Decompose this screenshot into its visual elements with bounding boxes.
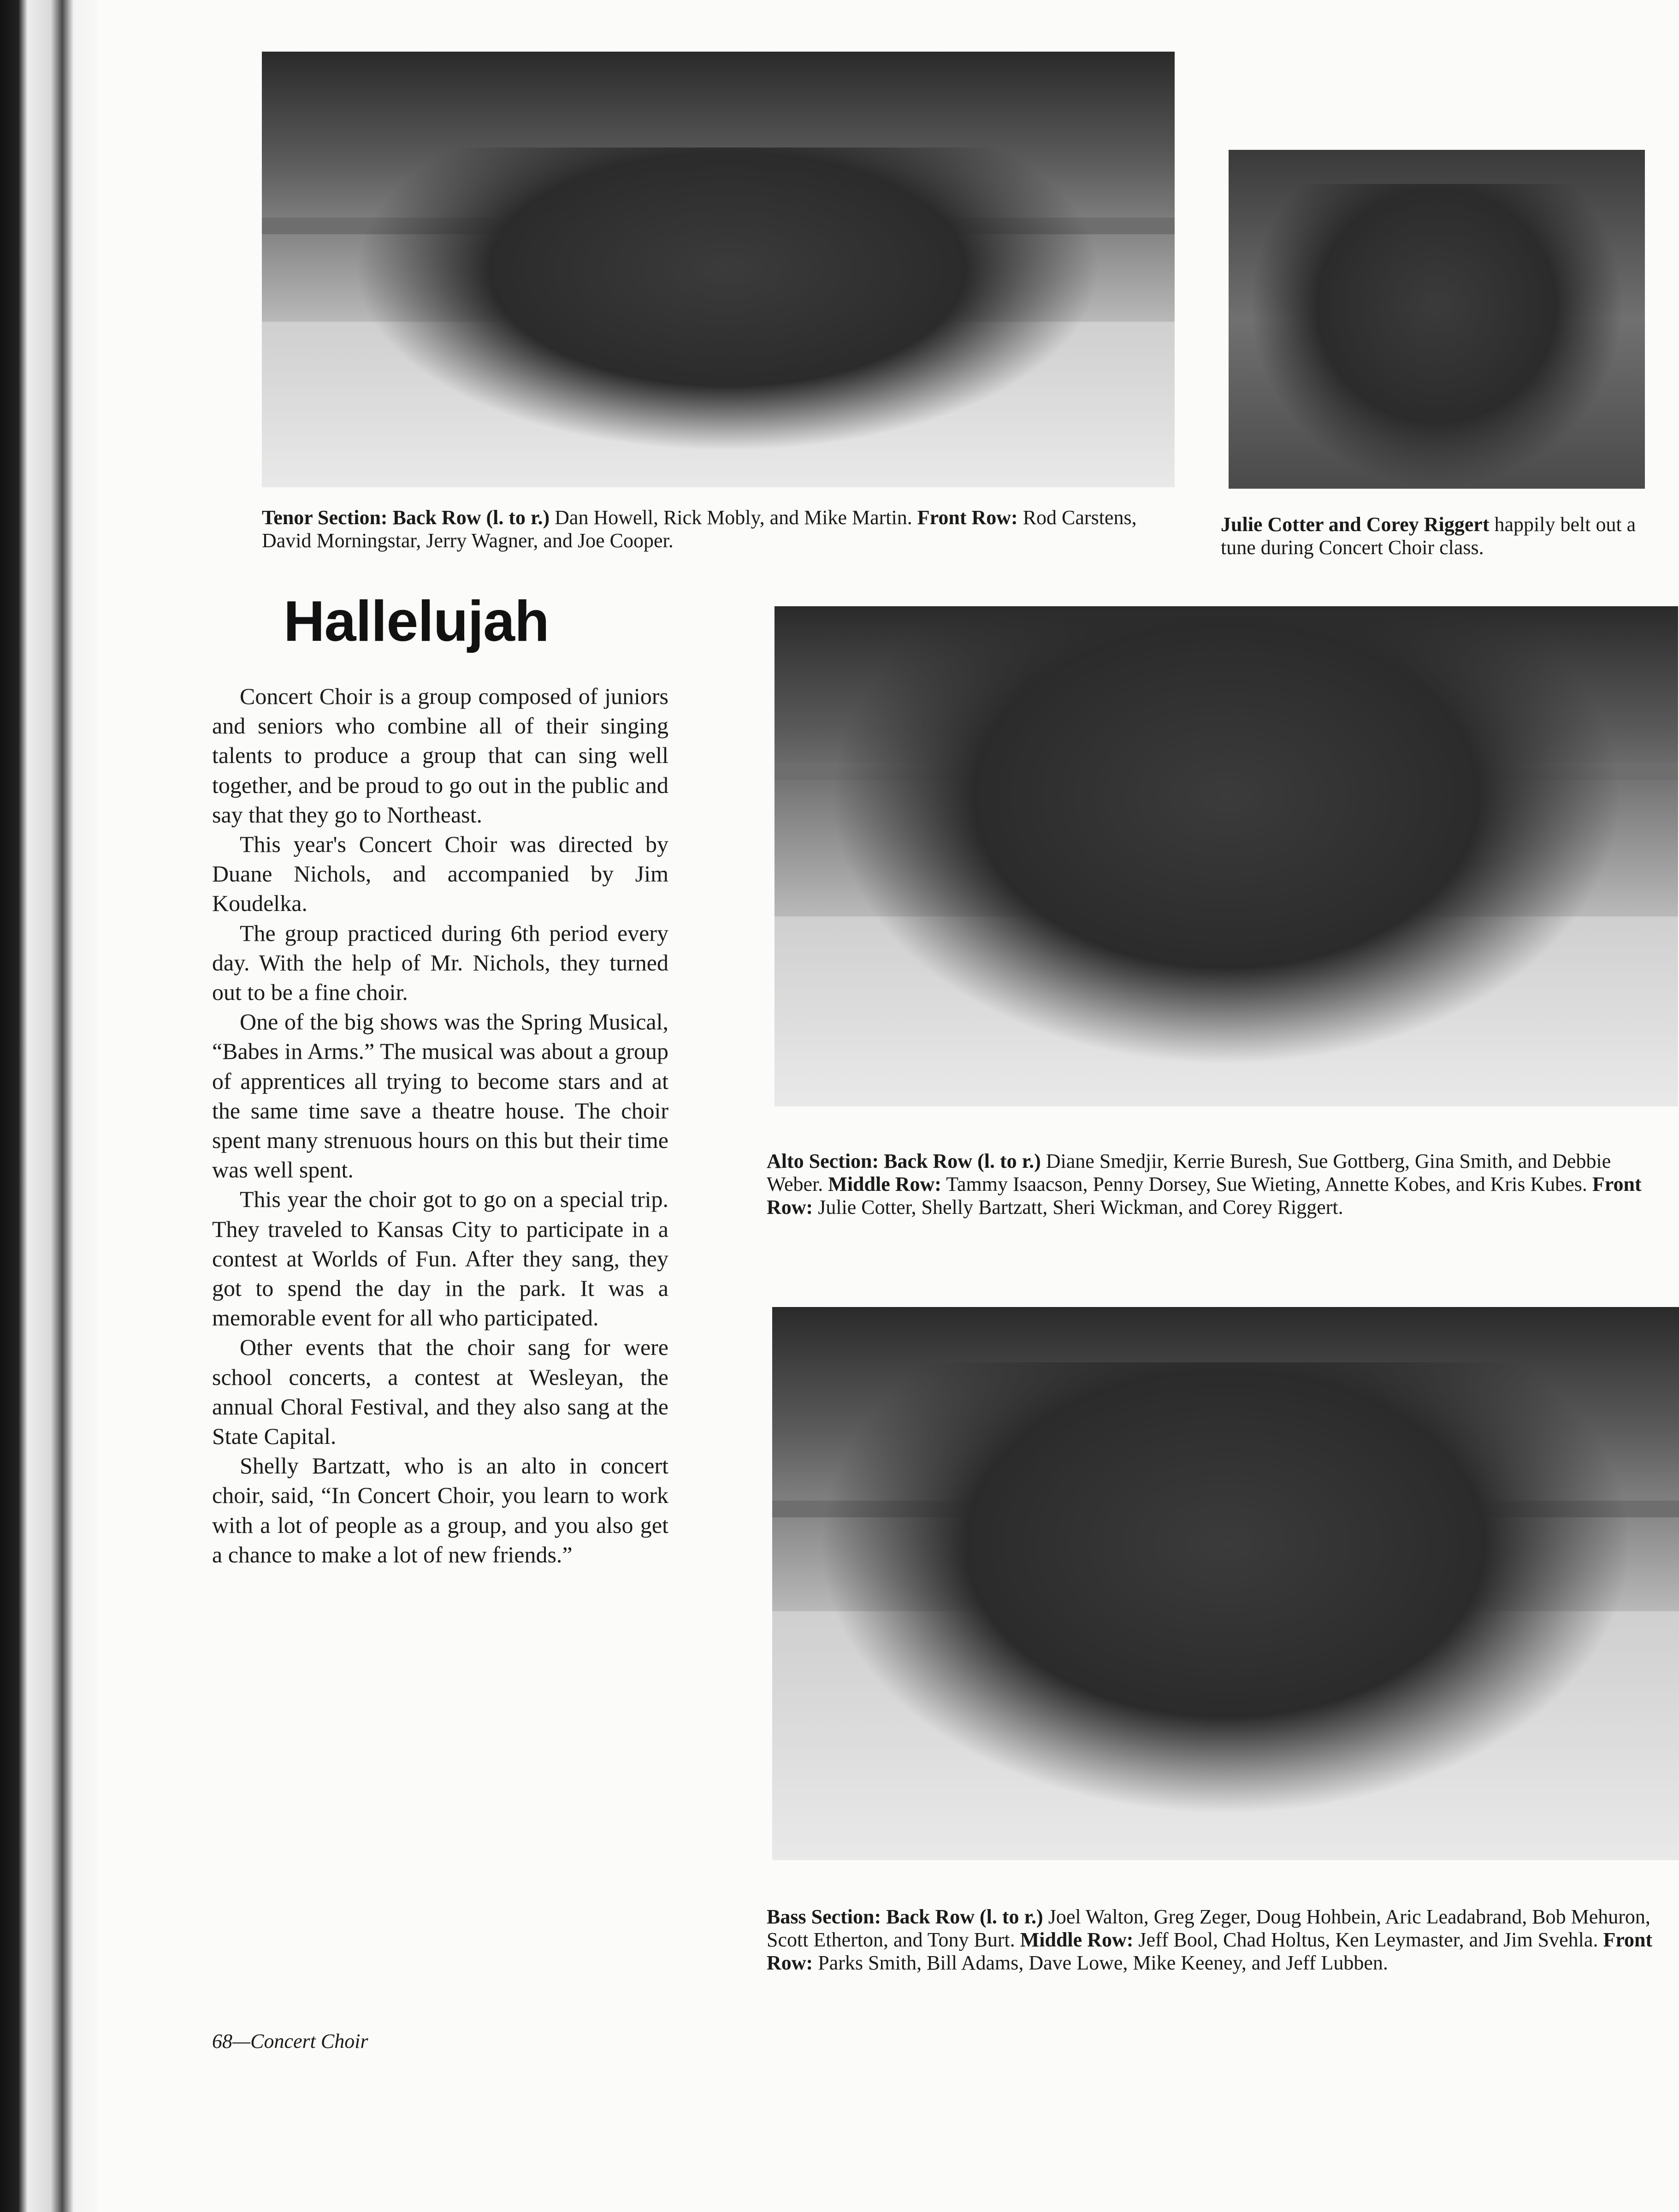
tenor-caption-front-row: Rod Carstens, David Morningstar, Jerry Wagner, and Joe Cooper.	[262, 506, 1137, 552]
alto-caption-front-label: Front Row:	[767, 1173, 1642, 1218]
page-folio: 68—Concert Choir	[212, 2030, 368, 2052]
tenor-section-photo	[262, 52, 1175, 487]
bass-caption-front-row: Parks Smith, Bill Adams, Dave Lowe, Mike Keeney, and Jeff Lubben.	[818, 1952, 1388, 1974]
alto-caption-lead: Alto Section: Back Row (l. to r.)	[767, 1150, 1041, 1172]
bass-caption	[767, 1905, 1670, 1975]
page-binding-edge	[0, 0, 97, 2212]
alto-caption-back-row: Diane Smedjir, Kerrie Buresh, Sue Gottberg, Gina Smith, and Debbie Weber.	[767, 1150, 1611, 1195]
story-paragraph: Concert Choir is a group composed of juniors and seniors who combine all of their singing talents to produce a group that can sing well together, and be proud to go out in the public and say that they go to Northeast.	[212, 683, 668, 828]
story-paragraph: Shelly Bartzatt, who is an alto in concert choir, said, “In Concert Choir, you learn to work with a lot of people as a group, and you also get a chance to make a lot of new friends.”	[212, 1453, 668, 1567]
alto-caption	[767, 1150, 1670, 1219]
story-paragraph: Other events that the choir sang for were school concerts, a contest at Wesleyan, the annual Choral Festival, and they also sang at the State Capital.	[212, 1334, 668, 1449]
story-paragraph: This year's Concert Choir was directed by Duane Nichols, and accompanied by Jim Koudelka.	[212, 831, 668, 917]
tenor-caption-lead: Tenor Section: Back Row (l. to r.)	[262, 506, 550, 529]
bass-caption-front-label: Front Row:	[767, 1928, 1653, 1974]
tenor-caption-back-row: Dan Howell, Rick Mobly, and Mike Martin.	[555, 506, 912, 529]
story-headline: Hallelujah	[284, 590, 549, 653]
tenor-caption-front-label: Front Row:	[917, 506, 1018, 529]
alto-section-photo	[774, 606, 1678, 1106]
story-paragraph: One of the big shows was the Spring Musical, “Babes in Arms.” The musical was about a group of apprentices all trying to become stars and at the same time save a theatre house. The choir spent many strenuous hours on this but their time was well spent.	[212, 1009, 668, 1183]
bass-caption-lead: Bass Section: Back Row (l. to r.)	[767, 1905, 1043, 1928]
story-paragraph: The group practiced during 6th period every day. With the help of Mr. Nichols, they turned out to be a fine choir.	[212, 920, 668, 1005]
alto-caption-middle-row: Tammy Isaacson, Penny Dorsey, Sue Wieting, Annette Kobes, and Kris Kubes.	[946, 1173, 1587, 1195]
story-body	[212, 681, 668, 1569]
candid-caption	[1221, 513, 1654, 559]
bass-caption-middle-row: Jeff Bool, Chad Holtus, Ken Leymaster, and Jim Svehla.	[1138, 1928, 1598, 1951]
candid-caption-text: happily belt out a tune during Concert Choir class.	[1221, 513, 1636, 559]
alto-caption-front-row: Julie Cotter, Shelly Bartzatt, Sheri Wickman, and Corey Riggert.	[818, 1196, 1343, 1218]
candid-photo	[1229, 150, 1645, 489]
bass-caption-middle-label: Middle Row:	[1020, 1928, 1134, 1951]
alto-caption-middle-label: Middle Row:	[828, 1173, 941, 1195]
story-paragraph: This year the choir got to go on a special trip. They traveled to Kansas City to participate in a contest at Worlds of Fun. After they sang, they got to spend the day in the park. It was a memorable event for all who participated.	[212, 1186, 668, 1331]
candid-caption-names: Julie Cotter and Corey Riggert	[1221, 513, 1490, 536]
bass-section-photo	[772, 1307, 1679, 1860]
bass-caption-back-row: Joel Walton, Greg Zeger, Doug Hohbein, Aric Leadabrand, Bob Mehuron, Scott Etherton, and Tony Burt.	[767, 1905, 1650, 1951]
tenor-caption	[262, 506, 1182, 552]
